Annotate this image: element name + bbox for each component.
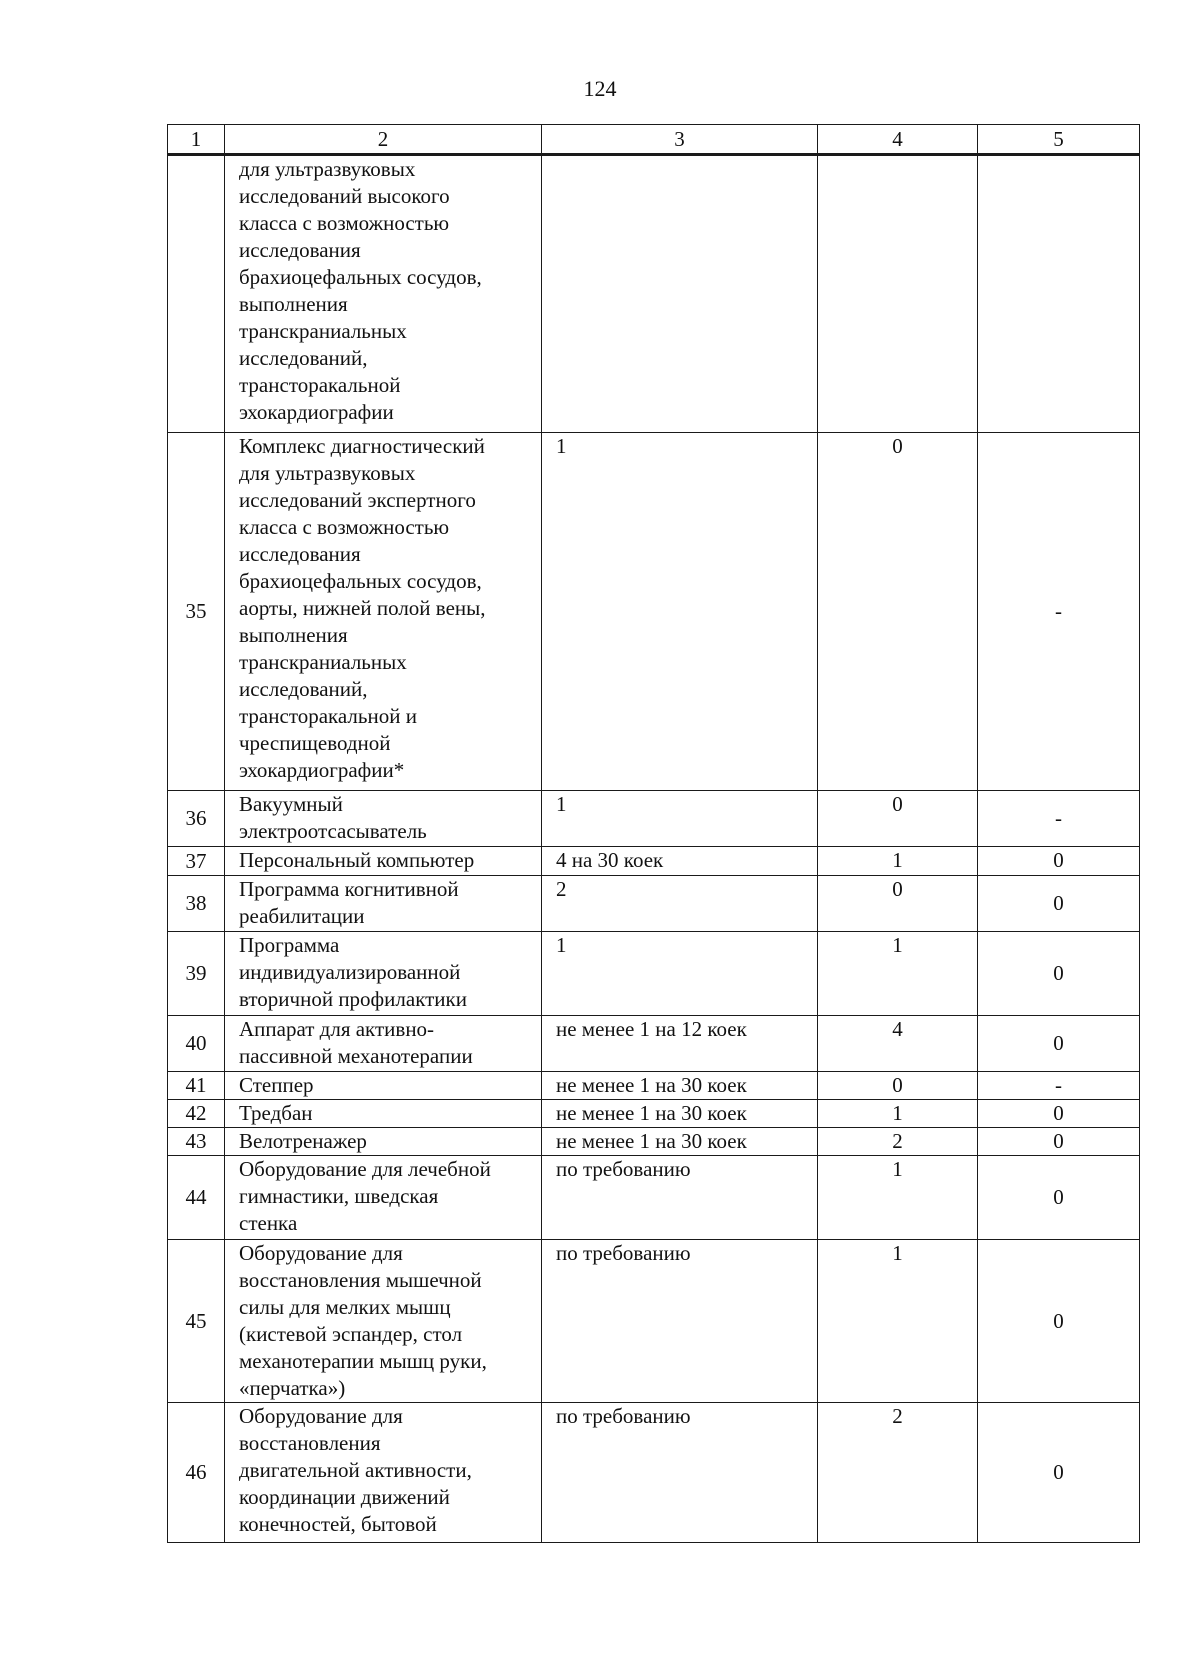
table-row [168, 932, 1140, 1016]
column-4-value: 1 [818, 847, 978, 876]
column-5-value: - [978, 1072, 1140, 1100]
column-4-value: 0 [818, 791, 978, 847]
norm-value: по требованию [542, 1156, 818, 1240]
row-number: 46 [168, 1403, 225, 1543]
column-5-value: - [978, 791, 1140, 847]
row-number: 44 [168, 1156, 225, 1240]
column-4-value: 0 [818, 1072, 978, 1100]
equipment-name: Персональный компьютер [225, 847, 542, 876]
column-5-value: 0 [978, 847, 1140, 876]
page-number: 124 [583, 76, 617, 101]
norm-value: не менее 1 на 30 коек [542, 1128, 818, 1156]
column-4-value: 1 [818, 1240, 978, 1403]
table-row [168, 876, 1140, 932]
row-number: 35 [168, 433, 225, 791]
row-number: 40 [168, 1016, 225, 1072]
table-row [168, 1128, 1140, 1156]
table-row [168, 1016, 1140, 1072]
column-5-value: 0 [978, 1156, 1140, 1240]
norm-value: 1 [542, 932, 818, 1016]
table-row [168, 1156, 1140, 1240]
norm-value: не менее 1 на 30 коек [542, 1072, 818, 1100]
column-5-value: 0 [978, 932, 1140, 1016]
equipment-name: Программа когнитивной реабилитации [225, 876, 542, 932]
column-5-value: 0 [978, 1403, 1140, 1543]
table-row [168, 433, 1140, 791]
row-number: 39 [168, 932, 225, 1016]
equipment-name: Тредбан [225, 1100, 542, 1128]
table-row [168, 155, 1140, 433]
column-header-2: 2 [225, 125, 542, 155]
norm-value: не менее 1 на 30 коек [542, 1100, 818, 1128]
column-header-3: 3 [542, 125, 818, 155]
column-4-value: 2 [818, 1403, 978, 1543]
column-5-value: 0 [978, 1016, 1140, 1072]
equipment-name: Оборудование для восстановления двигательной активности, координации движений конечностей, бытовой [225, 1403, 542, 1543]
column-5-value: 0 [978, 876, 1140, 932]
table-row [168, 791, 1140, 847]
row-number: 45 [168, 1240, 225, 1403]
column-4-value: 2 [818, 1128, 978, 1156]
column-5-value [978, 155, 1140, 433]
equipment-name: для ультразвуковых исследований высокого класса с возможностью исследования брахиоцефальных сосудов, выполнения транскраниальных исследований, трансторакальной эхокардиографии [225, 155, 542, 433]
column-5-value: 0 [978, 1240, 1140, 1403]
table-row [168, 1072, 1140, 1100]
row-number: 37 [168, 847, 225, 876]
column-4-value: 1 [818, 1156, 978, 1240]
equipment-name: Степпер [225, 1072, 542, 1100]
column-4-value: 1 [818, 932, 978, 1016]
column-5-value: - [978, 433, 1140, 791]
column-4-value [818, 155, 978, 433]
column-header-4: 4 [818, 125, 978, 155]
column-4-value: 4 [818, 1016, 978, 1072]
equipment-name: Оборудование для восстановления мышечной силы для мелких мышц (кистевой эспандер, стол механотерапии мышц руки, «перчатка») [225, 1240, 542, 1403]
table-row [168, 1403, 1140, 1543]
table-row [168, 847, 1140, 876]
norm-value: по требованию [542, 1240, 818, 1403]
equipment-table [167, 124, 1140, 1543]
norm-value: 4 на 30 коек [542, 847, 818, 876]
row-number: 41 [168, 1072, 225, 1100]
row-number: 36 [168, 791, 225, 847]
column-5-value: 0 [978, 1128, 1140, 1156]
column-5-value: 0 [978, 1100, 1140, 1128]
column-header-5: 5 [978, 125, 1140, 155]
equipment-name: Вакуумный электроотсасыватель [225, 791, 542, 847]
equipment-name: Велотренажер [225, 1128, 542, 1156]
table-row [168, 1240, 1140, 1403]
norm-value: 1 [542, 433, 818, 791]
equipment-name: Комплекс диагностический для ультразвуковых исследований экспертного класса с возможностью исследования брахиоцефальных сосудов, аорты, нижней полой вены, выполнения транскраниальных исследований, трансторакальной и чреспищеводной эхокардиографии* [225, 433, 542, 791]
row-number: 43 [168, 1128, 225, 1156]
norm-value: не менее 1 на 12 коек [542, 1016, 818, 1072]
row-number: 38 [168, 876, 225, 932]
column-4-value: 0 [818, 433, 978, 791]
row-number [168, 155, 225, 433]
norm-value [542, 155, 818, 433]
table-header-row [168, 125, 1140, 155]
table-row [168, 1100, 1140, 1128]
column-header-1: 1 [168, 125, 225, 155]
norm-value: по требованию [542, 1403, 818, 1543]
equipment-name: Оборудование для лечебной гимнастики, шведская стенка [225, 1156, 542, 1240]
norm-value: 1 [542, 791, 818, 847]
equipment-name: Программа индивидуализированной вторичной профилактики [225, 932, 542, 1016]
column-4-value: 0 [818, 876, 978, 932]
column-4-value: 1 [818, 1100, 978, 1128]
equipment-name: Аппарат для активно- пассивной механотерапии [225, 1016, 542, 1072]
norm-value: 2 [542, 876, 818, 932]
row-number: 42 [168, 1100, 225, 1128]
